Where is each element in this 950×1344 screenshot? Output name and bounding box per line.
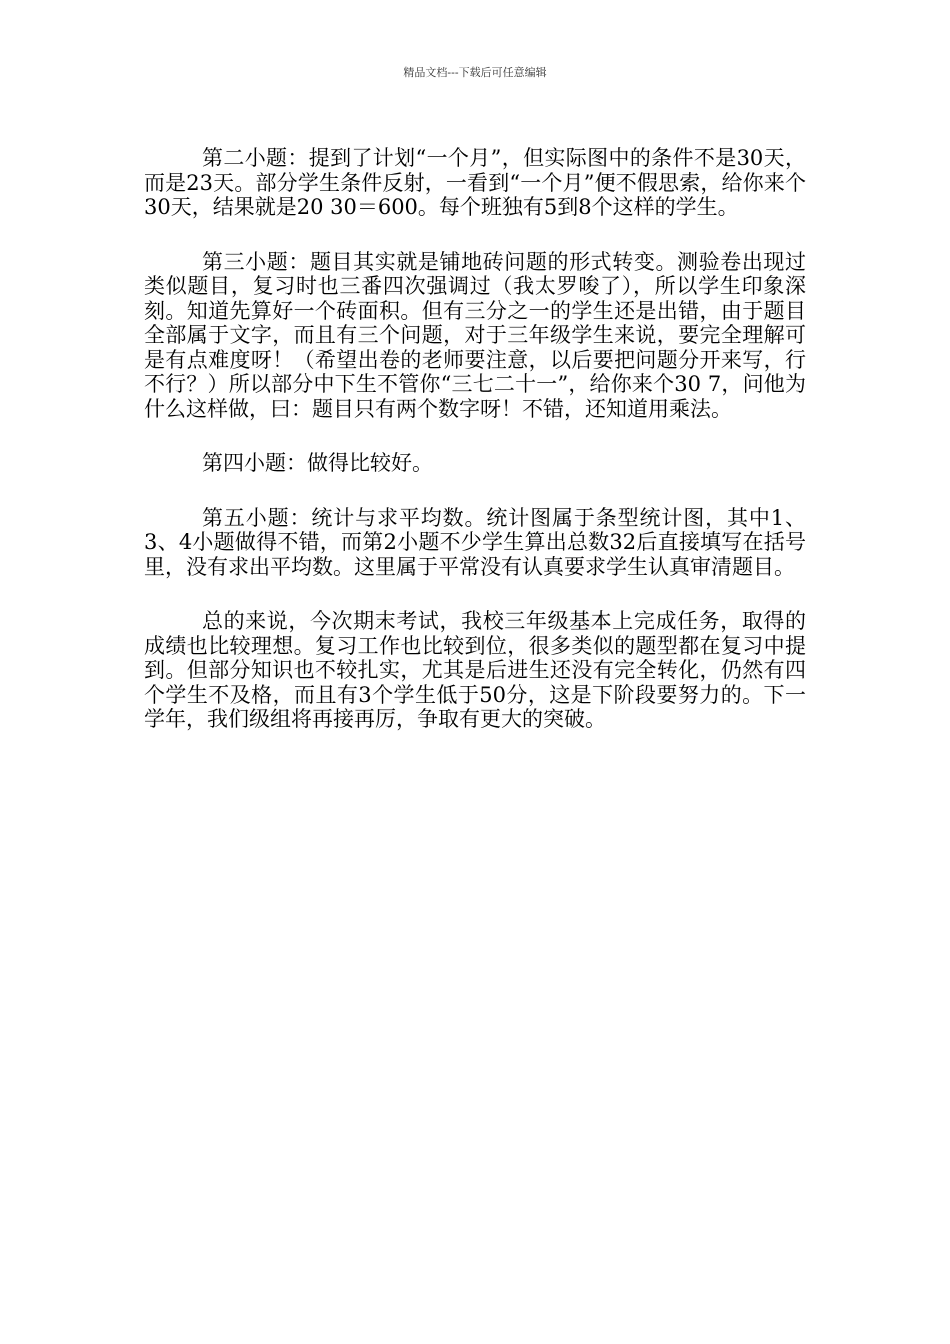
paragraph-question-5: 第五小题：统计与求平均数。统计图属于条型统计图，其中1、3、4小题做得不错，而第2小题不少学生算出总数32后直接填写在括号里，没有求出平均数。这里属于平常没有认真要求学生认真审清题目。 xyxy=(144,505,806,579)
paragraph-question-3: 第三小题：题目其实就是铺地砖问题的形式转变。测验卷出现过类似题目，复习时也三番四次强调过（我太罗唆了），所以学生印象深刻。知道先算好一个砖面积。但有三分之一的学生还是出错，由于题目全部属于文字，而且有三个问题，对于三年级学生来说，要完全理解可是有点难度呀！（希望出卷的老师要注意，以后要把问题分开来写，行不行？）所以部分中下生不管你“三七二十一”，给你来个30 7，问他为什么这样做，曰：题目只有两个数字呀！不错，还知道用乘法。 xyxy=(144,249,806,421)
paragraph-question-4: 第四小题：做得比较好。 xyxy=(202,451,433,475)
page-header: 精品文档---下载后可任意编辑 xyxy=(403,66,547,79)
document-body xyxy=(144,146,806,732)
paragraph-summary: 总的来说，今次期末考试，我校三年级基本上完成任务，取得的成绩也比较理想。复习工作也比较到位，很多类似的题型都在复习中提到。但部分知识也不较扎实，尤其是后进生还没有完全转化，仍然有四个学生不及格，而且有3个学生低于50分，这是下阶段要努力的。下一学年，我们级组将再接再厉，争取有更大的突破。 xyxy=(144,609,806,731)
paragraph-question-2: 第二小题：提到了计划“一个月”，但实际图中的条件不是30天，而是23天。部分学生条件反射，一看到“一个月”便不假思索，给你来个30天，结果就是20 30＝600。每个班独有5到8个这样的学生。 xyxy=(144,146,806,219)
